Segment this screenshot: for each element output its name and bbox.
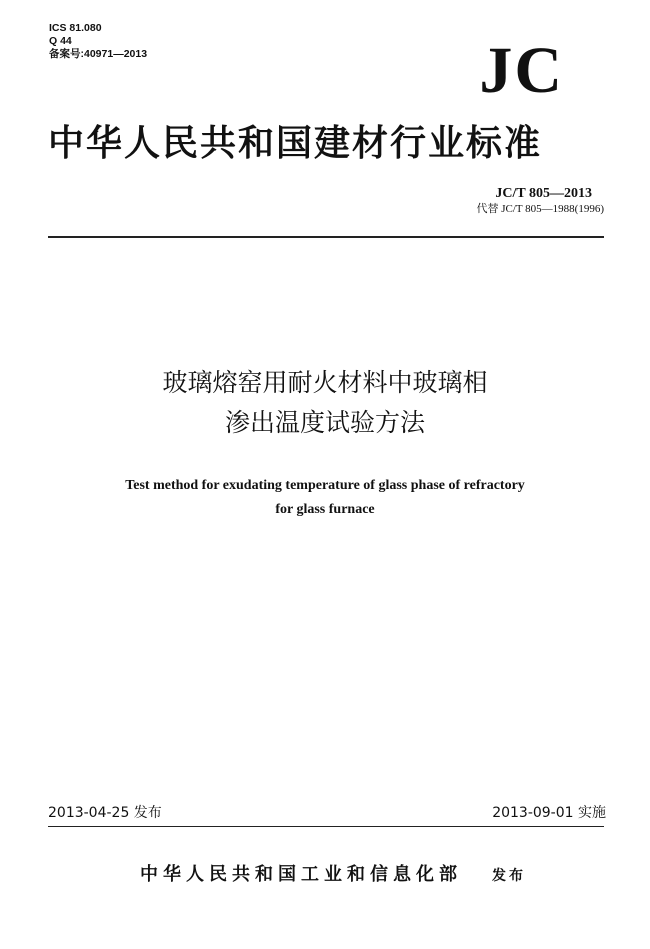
footer-divider — [48, 826, 604, 827]
organization-title: 中华人民共和国建材行业标准 — [48, 123, 543, 164]
jc-logo: JC — [479, 34, 564, 107]
implementation-date: 2013-09-01 实施 — [492, 805, 606, 821]
standard-code: JC/T 805—2013 — [495, 186, 592, 201]
chinese-title-line-2: 渗出温度试验方法 — [224, 408, 425, 437]
header-divider — [48, 236, 604, 238]
chinese-title-line-1: 玻璃熔窑用耐火材料中玻璃相 — [162, 368, 488, 397]
issue-date: 2013-04-25 发布 — [48, 805, 162, 821]
category-code: Q 44 — [49, 35, 72, 47]
document-metadata — [49, 22, 147, 61]
replaced-standard: 代替 JC/T 805—1988(1996) — [476, 203, 604, 215]
english-title-line-1: Test method for exudating temperature of glass phase of refractory — [125, 478, 525, 493]
publisher-name: 中华人民共和国工业和信息化部 — [140, 864, 462, 885]
ics-code: ICS 81.080 — [49, 22, 102, 34]
english-title-line-2: for glass furnace — [275, 502, 375, 517]
record-number: 备案号:40971—2013 — [49, 48, 148, 60]
publish-label: 发布 — [492, 868, 526, 884]
